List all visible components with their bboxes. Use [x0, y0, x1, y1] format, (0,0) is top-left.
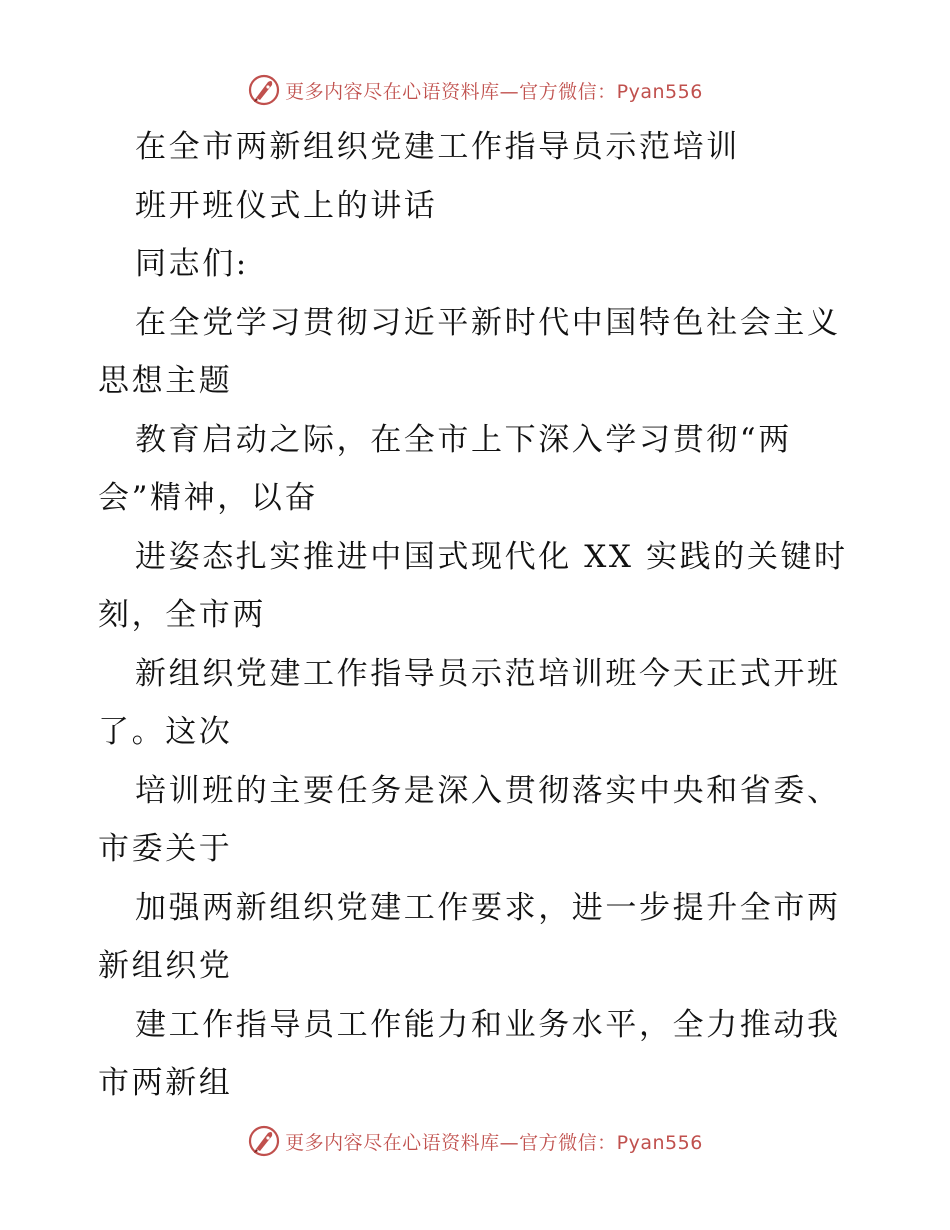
document-line: 市委关于 [98, 831, 233, 867]
document-line: 新组织党建工作指导员示范培训班今天正式开班 [135, 655, 841, 692]
document-line: 在全市两新组织党建工作指导员示范培训 [135, 129, 740, 165]
document-line: 教育启动之际，在全市上下深入学习贯彻“两 [135, 421, 792, 458]
document-line: 新组织党 [98, 948, 233, 984]
document-line: 思想主题 [98, 363, 233, 399]
footer-banner [0, 1121, 950, 1161]
document-line: 班开班仪式上的讲话 [135, 187, 438, 224]
header-banner-text: 更多内容尽在心语资料库—官方微信：Pyan556 [285, 80, 703, 103]
document-line: 加强两新组织党建工作要求，进一步提升全市两 [135, 889, 841, 926]
document-line: 进姿态扎实推进中国式现代化 XX 实践的关键时 [135, 538, 848, 575]
document-line: 市两新组 [98, 1065, 233, 1101]
document-line: 同志们: [135, 246, 249, 282]
document-line: 会”精神，以奋 [98, 480, 319, 516]
document-line: 建工作指导员工作能力和业务水平，全力推动我 [135, 1006, 841, 1043]
footer-banner-text: 更多内容尽在心语资料库—官方微信：Pyan556 [285, 1131, 703, 1154]
document-body [98, 118, 858, 1113]
header-banner [0, 70, 950, 110]
document-line: 在全党学习贯彻习近平新时代中国特色社会主义 [135, 304, 841, 341]
quill-pen-logo-icon [247, 1124, 281, 1158]
document-line: 刻，全市两 [98, 597, 266, 633]
document-line: 培训班的主要任务是深入贯彻落实中央和省委、 [135, 772, 841, 809]
quill-pen-logo-icon [247, 73, 281, 107]
document-line: 了。这次 [98, 714, 233, 750]
